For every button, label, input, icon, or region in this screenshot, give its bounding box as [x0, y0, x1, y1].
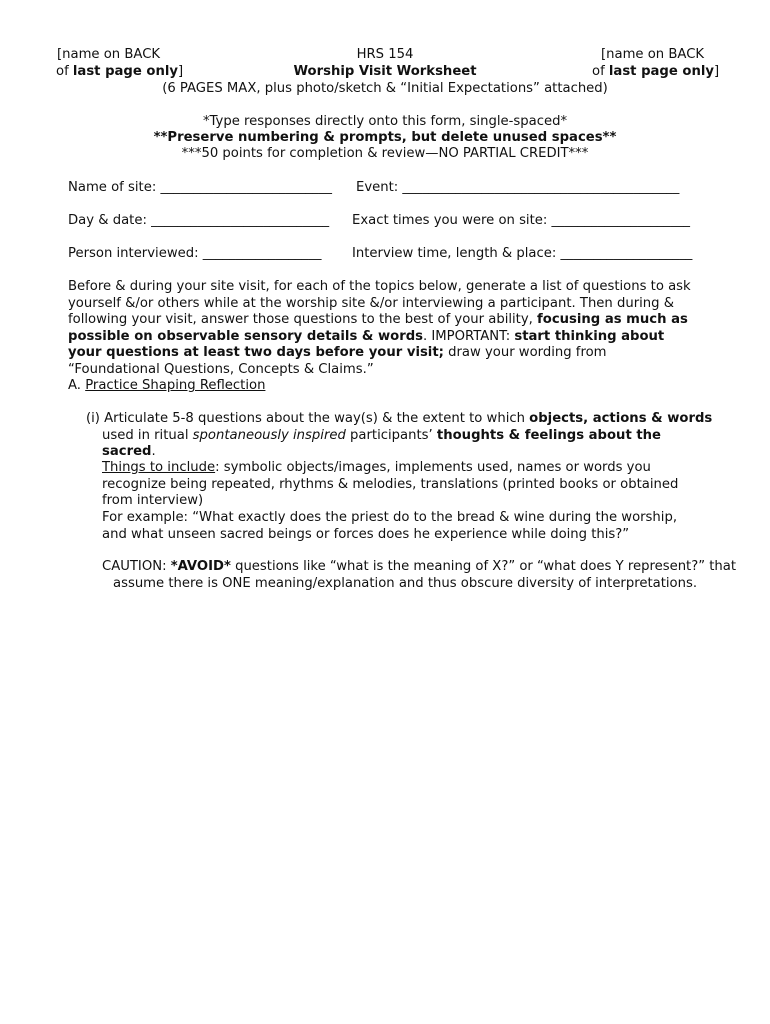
instruction-line-1: *Type responses directly onto this form, single-spaced*: [202, 114, 568, 129]
course-code: HRS 154: [356, 47, 414, 62]
item-i-prompt: (i) Articulate 5-8 questions about the way(s) & the extent to which objects, actions & words used in ritual spontaneously inspired participants’ thoughts & feelings about the sacred.: [86, 411, 713, 459]
instruction-line-2: **Preserve numbering & prompts, but delete unused spaces**: [153, 130, 617, 145]
caution-line-1: CAUTION: *AVOID* questions like “what is the meaning of X?” or “what does Y represent?” that: [102, 559, 737, 574]
instruction-line-3: ***50 points for completion & review—NO PARTIAL CREDIT***: [181, 146, 589, 161]
header-right-line1: [name on BACK: [601, 47, 705, 62]
interview-details-field[interactable]: Interview time, length & place: ____________________: [352, 246, 693, 261]
exact-times-field[interactable]: Exact times you were on site: _____________________: [352, 213, 690, 228]
worksheet-subtitle: (6 PAGES MAX, plus photo/sketch & “Initial Expectations” attached): [162, 81, 608, 96]
worksheet-title: Worship Visit Worksheet: [293, 64, 477, 79]
person-interviewed-field[interactable]: Person interviewed: __________________: [68, 246, 322, 261]
header-right-line2: of last page only]: [592, 64, 720, 79]
things-to-include: Things to include: symbolic objects/images, implements used, names or words you recognize being repeated, rhythms & melodies, translations (printed books or obtained from interview): [102, 460, 679, 508]
header-left-line1: [name on BACK: [57, 47, 161, 62]
header-left-line2: of last page only]: [56, 64, 184, 79]
day-date-field[interactable]: Day & date: ___________________________: [68, 213, 330, 228]
intro-paragraph: Before & during your site visit, for each of the topics below, generate a list of questions to ask yourself &/or others while at the worship site &/or interviewing a participant. Then during & following your visit, answer those questions to the best of your ability, focusing as much as possible on observable sensory details & words. IMPORTANT: start thinking about your questions at least two days before your visit; draw your wording from “Foundational Questions, Concepts & Claims.”: [68, 279, 691, 377]
caution-line-2: assume there is ONE meaning/explanation and thus obscure diversity of interpretations.: [113, 576, 698, 591]
site-name-field[interactable]: Name of site: __________________________: [68, 180, 332, 195]
section-a-heading: A. Practice Shaping Reflection: [68, 378, 266, 393]
example-text: For example: “What exactly does the priest do to the bread & wine during the worship, and what unseen sacred beings or forces does he experience while doing this?”: [102, 510, 678, 542]
event-field[interactable]: Event: __________________________________________: [356, 180, 680, 195]
